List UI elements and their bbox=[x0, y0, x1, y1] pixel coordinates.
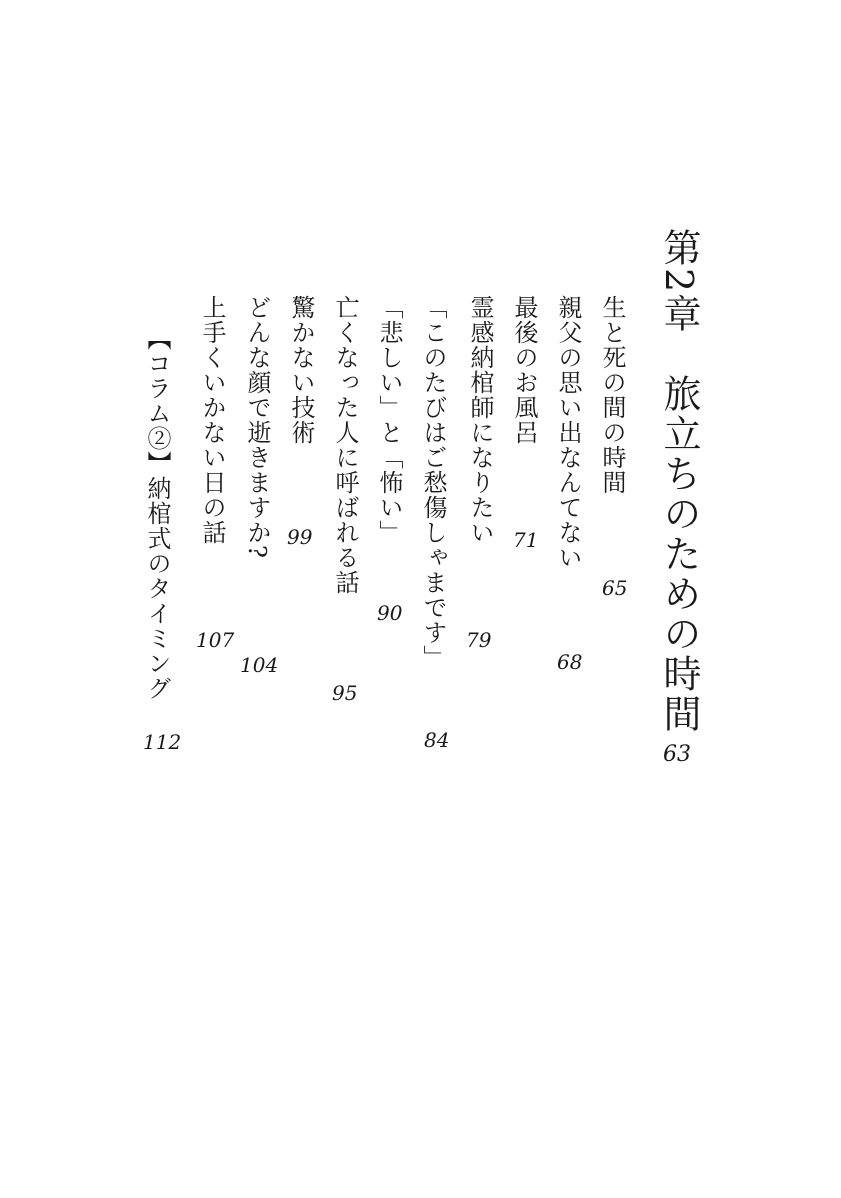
toc-entry-title[interactable]: どんな顔で逝きますか? bbox=[243, 295, 271, 559]
toc-entry-title[interactable]: 驚かない技術 bbox=[287, 295, 315, 445]
toc-entry-title[interactable]: 最後のお風呂 bbox=[510, 295, 538, 445]
toc-entry-page: 71 bbox=[513, 528, 539, 552]
toc-entry-page: 65 bbox=[602, 576, 628, 600]
toc-entry-page: 99 bbox=[287, 525, 313, 549]
toc-entry-title[interactable]: 「このたびはご愁傷しゃまです」 bbox=[419, 295, 447, 670]
toc-entry-page: 68 bbox=[557, 650, 583, 674]
toc-entry-page: 95 bbox=[332, 681, 358, 705]
toc-entry-title[interactable]: 上手くいかない日の話 bbox=[198, 295, 226, 545]
toc-entry-page: 84 bbox=[424, 728, 450, 752]
toc-entry-title[interactable]: 霊感納棺師になりたい bbox=[466, 295, 494, 545]
chapter-title: 第2章 旅立ちのための時間 bbox=[657, 228, 701, 735]
toc-entry-page: 104 bbox=[240, 653, 279, 677]
toc-entry-page: 90 bbox=[377, 601, 403, 625]
toc-entry-page: 107 bbox=[196, 628, 235, 652]
toc-entry-title[interactable]: 【コラム②】納棺式のタイミング bbox=[143, 326, 171, 701]
toc-entry-title[interactable]: 親父の思い出なんてない bbox=[554, 295, 582, 570]
toc-entry-title[interactable]: 「悲しい」と「怖い」 bbox=[375, 295, 403, 545]
chapter-page-number: 63 bbox=[663, 742, 691, 767]
toc-entry-title[interactable]: 亡くなった人に呼ばれる話 bbox=[331, 295, 359, 595]
toc-entry-page: 112 bbox=[143, 730, 182, 754]
toc-entry-title[interactable]: 生と死の間の時間 bbox=[598, 295, 626, 495]
toc-entry-page: 79 bbox=[466, 628, 492, 652]
